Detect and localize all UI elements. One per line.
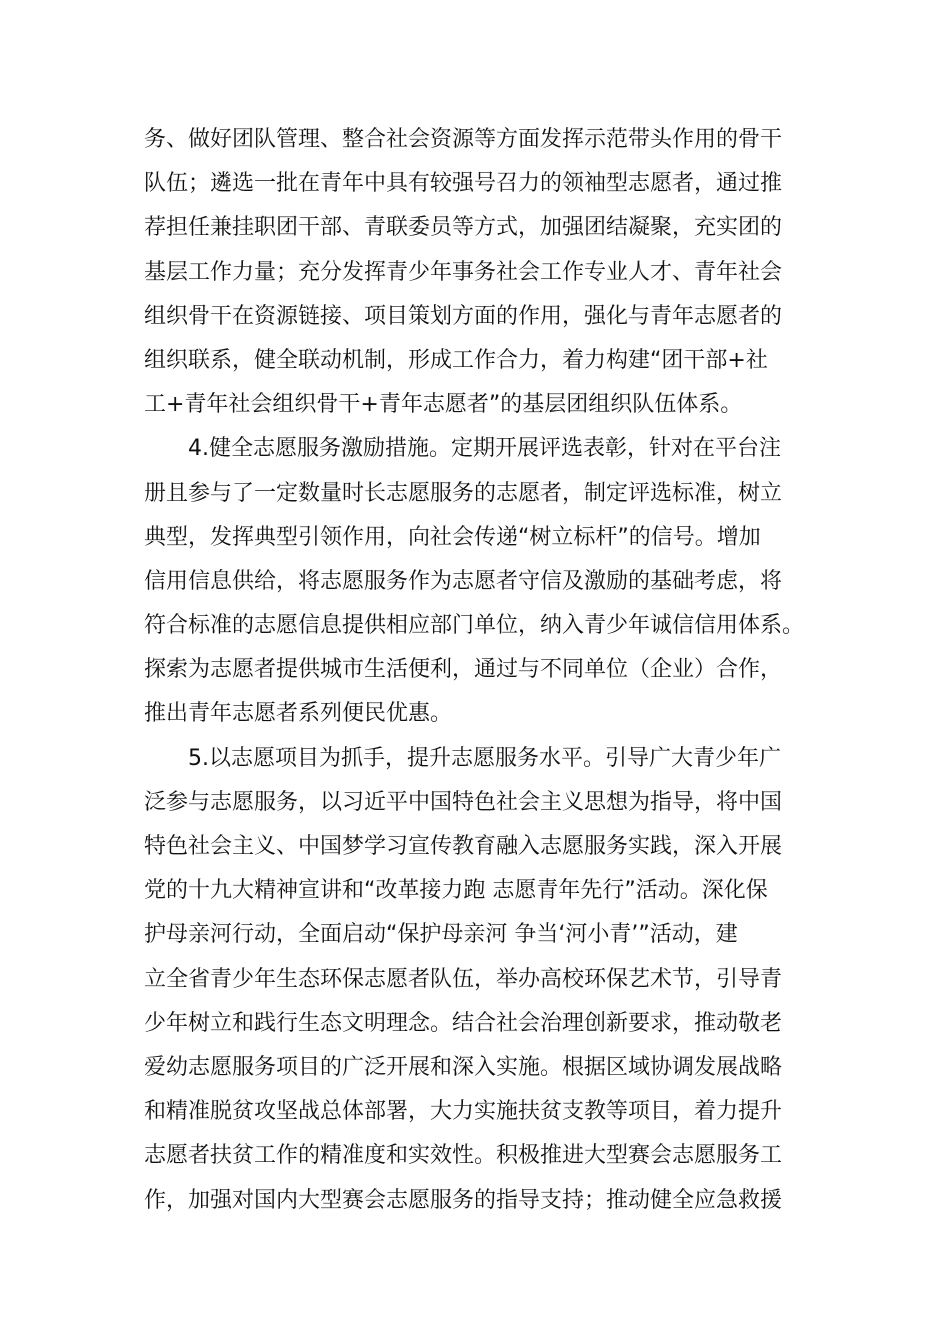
text-line: 工+青年社会组织骨干+青年志愿者”的基层团组织队伍体系。 [144, 392, 743, 418]
text-line: 作，加强对国内大型赛会志愿服务的指导支持；推动健全应急救援 [144, 1187, 783, 1213]
text-line: 典型，发挥典型引领作用，向社会传递“树立标杆”的信号。增加 [144, 524, 761, 550]
text-line: 组织骨干在资源链接、项目策划方面的作用，强化与青年志愿者的 [144, 303, 783, 329]
text-line: 志愿者扶贫工作的精准度和实效性。积极推进大型赛会志愿服务工 [144, 1143, 783, 1169]
text-line: 和精准脱贫攻坚战总体部署，大力实施扶贫支教等项目，着力提升 [144, 1099, 783, 1125]
text-line: 特色社会主义、中国梦学习宣传教育融入志愿服务实践，深入开展 [144, 834, 783, 859]
text-line: 务、做好团队管理、整合社会资源等方面发挥示范带头作用的骨干 [144, 127, 783, 152]
text-line: 探索为志愿者提供城市生活便利，通过与不同单位（企业）合作， [144, 657, 783, 683]
paragraph-first-line: 4.健全志愿服务激励措施。定期开展评选表彰，针对在平台注 [188, 436, 781, 462]
text-line: 册且参与了一定数量时长志愿服务的志愿者，制定评选标准，树立 [144, 480, 783, 506]
text-line: 组织联系，健全联动机制，形成工作合力，着力构建“团干部+社 [144, 347, 768, 373]
text-line: 推出青年志愿者系列便民优惠。 [144, 701, 453, 727]
body-text [144, 118, 814, 1223]
text-line: 队伍；遴选一批在青年中具有较强号召力的领袖型志愿者，通过推 [144, 171, 783, 197]
paragraph-first-line: 5.以志愿项目为抓手，提升志愿服务水平。引导广大青少年广 [188, 745, 781, 771]
text-line: 符合标准的志愿信息提供相应部门单位，纳入青少年诚信信用体系。 [144, 613, 805, 639]
text-line: 泛参与志愿服务，以习近平中国特色社会主义思想为指导，将中国 [144, 789, 783, 815]
text-line: 爱幼志愿服务项目的广泛开展和深入实施。根据区域协调发展战略 [144, 1054, 783, 1080]
text-line: 立全省青少年生态环保志愿者队伍，举办高校环保艺术节，引导青 [144, 966, 783, 992]
text-line: 护母亲河行动，全面启动“保护母亲河 争当‘河小青’”活动，建 [144, 922, 738, 948]
text-line: 荐担任兼挂职团干部、青联委员等方式，加强团结凝聚，充实团的 [144, 215, 783, 241]
text-line: 少年树立和践行生态文明理念。结合社会治理创新要求，推动敬老 [144, 1010, 783, 1036]
text-line: 党的十九大精神宣讲和“改革接力跑 志愿青年先行”活动。深化保 [144, 878, 768, 904]
text-line: 信用信息供给，将志愿服务作为志愿者守信及激励的基础考虑，将 [144, 568, 783, 594]
text-line: 基层工作力量；充分发挥青少年事务社会工作专业人才、青年社会 [144, 259, 783, 285]
